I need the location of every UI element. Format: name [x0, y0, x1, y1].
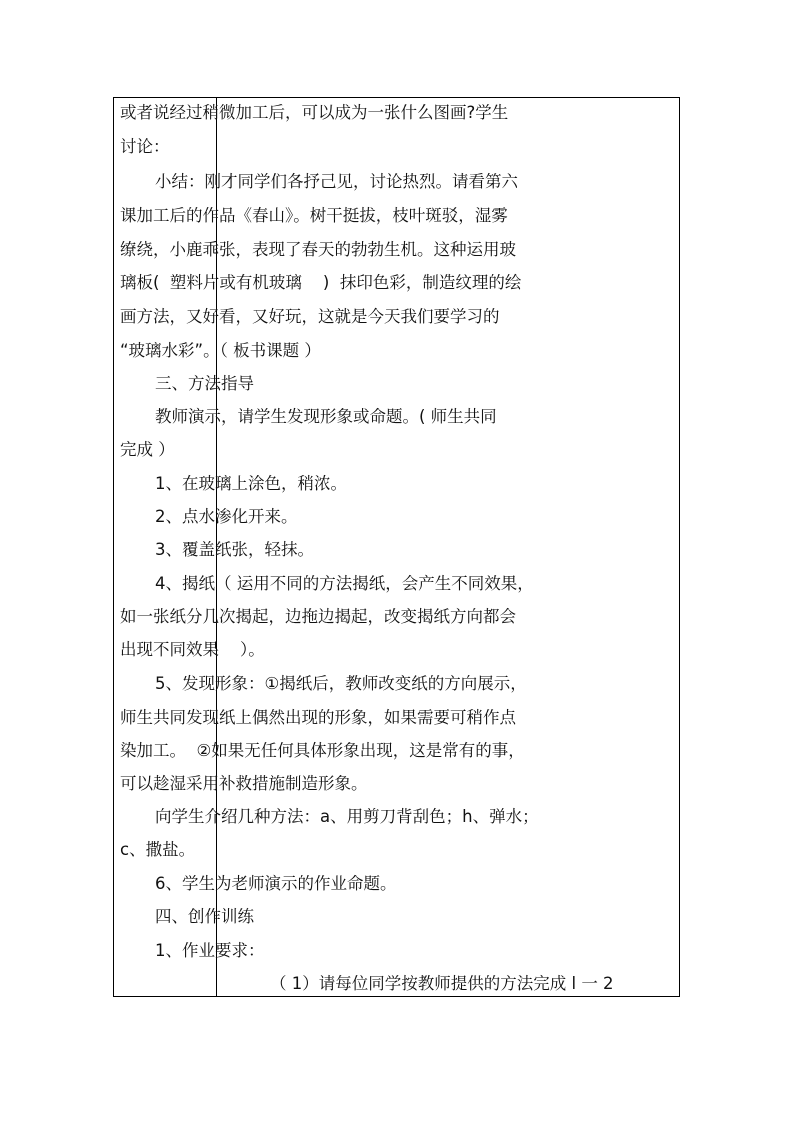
- text-line: 小结：刚才同学们各抒己见，讨论热烈。请看第六: [155, 172, 518, 191]
- text-line: 完成 ）: [120, 440, 175, 459]
- text-line: （ 1）请每位同学按教师提供的方法完成 l 一 2: [270, 974, 614, 993]
- text-line: 璃板( 塑料片或有机玻璃 ) 抹印色彩，制造纹理的绘: [120, 273, 522, 292]
- text-line: 出现不同效果 ）。: [120, 640, 265, 659]
- section-heading: 三、方法指导: [155, 374, 254, 393]
- text-line: 课加工后的作品《春山》。树干挺拔，枝叶斑驳，湿雾: [120, 206, 508, 225]
- text-line: 如一张纸分几次揭起，边拖边揭起，改变揭纸方向都会: [120, 607, 516, 626]
- step-item: 2、点水渗化开来。: [155, 507, 298, 526]
- step-item: 6、学生为老师演示的作业命题。: [155, 874, 397, 893]
- text-line: 染加工。 ②如果无任何具体形象出现，这是常有的事，: [120, 741, 525, 760]
- step-item: 3、覆盖纸张，轻抹。: [155, 540, 314, 559]
- section-heading: 四、创作训练: [155, 907, 254, 926]
- text-line: 讨论：: [120, 137, 170, 156]
- text-line: 可以趁湿采用补救措施制造形象。: [120, 774, 368, 793]
- text-line: 或者说经过稍微加工后，可以成为一张什么图画?学生: [120, 103, 509, 122]
- text-line: 向学生介绍几种方法：a、用剪刀背刮色；h、弹水；: [155, 807, 539, 826]
- text-line: 教师演示，请学生发现形象或命题。( 师生共同: [155, 407, 497, 426]
- text-line: 1、作业要求：: [155, 941, 265, 960]
- text-line: “玻璃水彩”。（ 板书课题 ）: [120, 341, 321, 360]
- text-line: 画方法，又好看，又好玩，这就是今天我们要学习的: [120, 307, 500, 326]
- text-line: 师生共同发现纸上偶然出现的形象，如果需要可稍作点: [120, 708, 516, 727]
- step-item: 1、在玻璃上涂色，稍浓。: [155, 474, 347, 493]
- step-item: 5、发现形象：①揭纸后，教师改变纸的方向展示，: [155, 674, 527, 693]
- text-line: 缭绕，小鹿乖张，表现了春天的勃勃生机。这种运用玻: [120, 240, 516, 259]
- text-line: c、撒盐。: [120, 840, 196, 859]
- step-item: 4、揭纸（ 运用不同的方法揭纸，会产生不同效果，: [155, 574, 534, 593]
